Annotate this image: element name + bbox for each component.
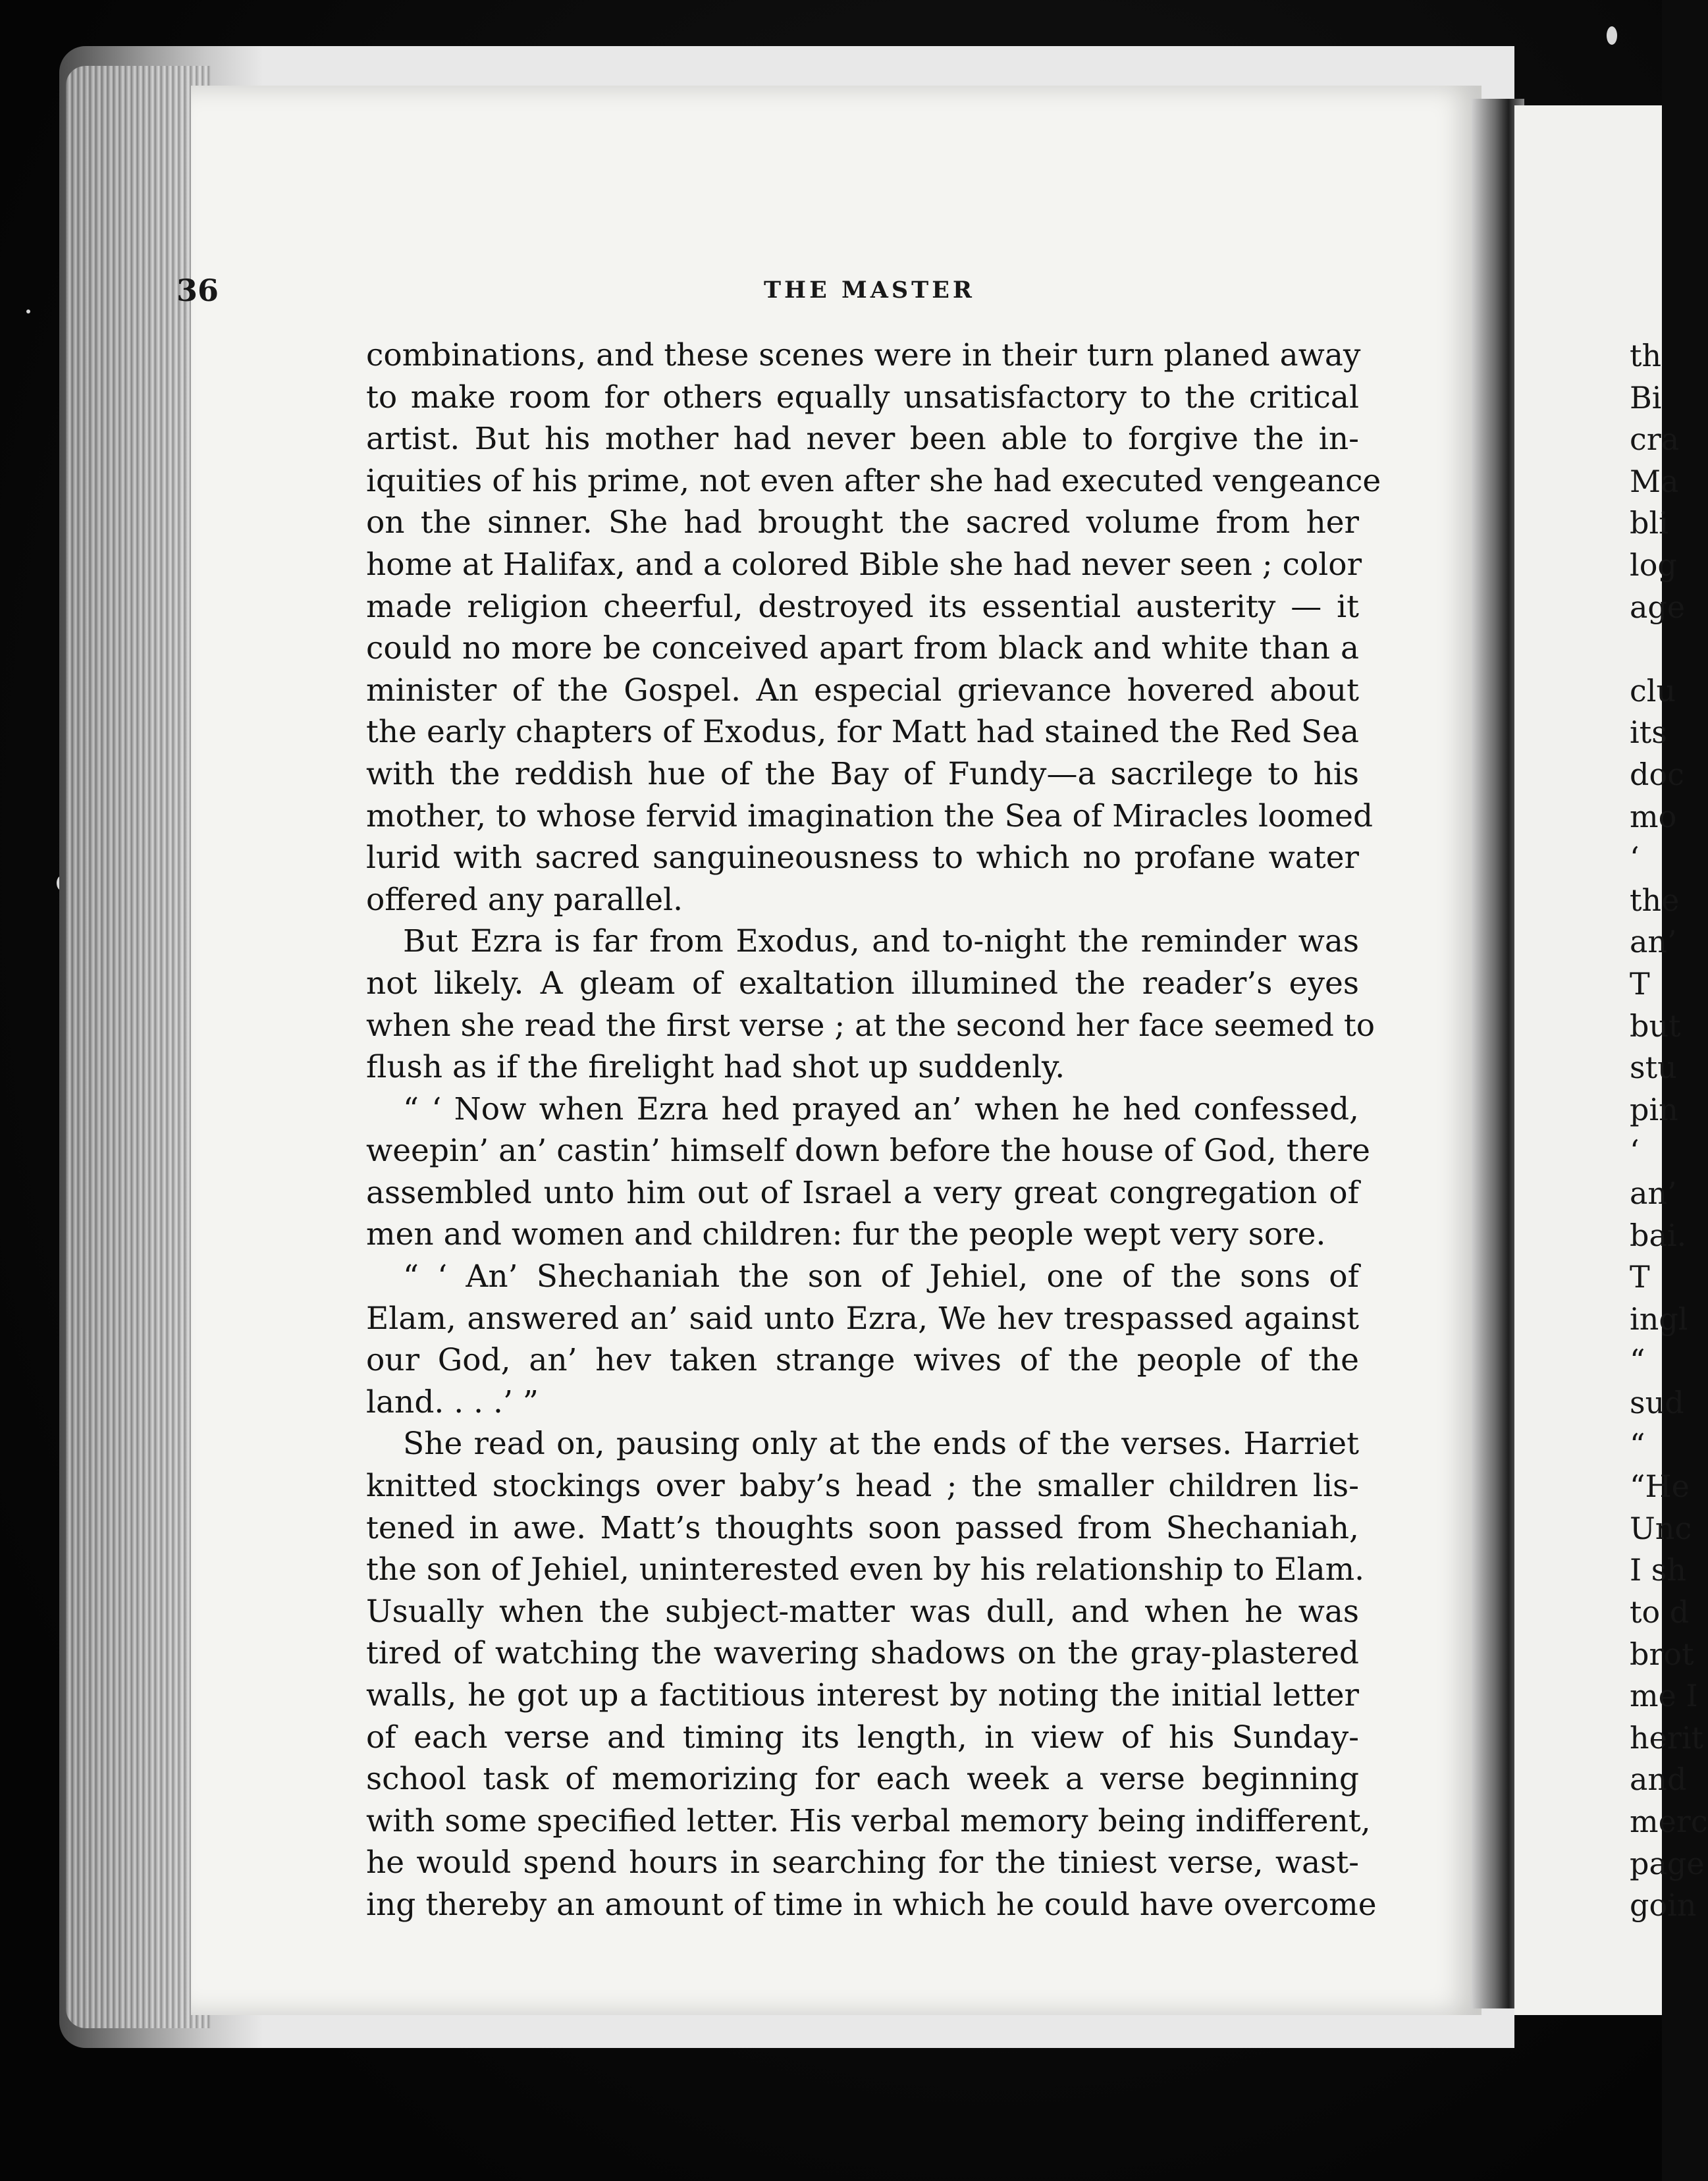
- text-line: home at Halifax, and a colored Bible she had never seen ; color: [366, 546, 1362, 583]
- facing-page-fragment: “: [1630, 1343, 1645, 1379]
- text-line: lurid with sacred sanguineousness to which no profane water: [366, 840, 1359, 876]
- text-line: Elam, answered an’ said unto Ezra, We hev trespassed against: [366, 1300, 1359, 1337]
- facing-page-fragment: herit: [1630, 1719, 1704, 1756]
- text-line: combinations, and these scenes were in their turn planed away: [366, 337, 1361, 373]
- text-line: Usually when the subject-matter was dull, and when he was: [366, 1593, 1359, 1630]
- facing-page-fragment: pin: [1630, 1091, 1678, 1127]
- facing-page-fragment: brot: [1630, 1636, 1694, 1672]
- dust-speck: [1607, 26, 1617, 45]
- facing-page-fragment: “He: [1630, 1468, 1690, 1505]
- facing-page-fragment: mo: [1630, 798, 1677, 834]
- text-line: “ ‘ An’ Shechaniah the son of Jehiel, one of the sons of: [403, 1258, 1359, 1295]
- text-line: But Ezra is far from Exodus, and to-night the reminder was: [403, 923, 1359, 960]
- text-line: made religion cheerful, destroyed its essential austerity — it: [366, 588, 1359, 625]
- facing-page-fragment: T: [1630, 1259, 1650, 1295]
- text-line: artist. But his mother had never been able to forgive the in-: [366, 421, 1359, 458]
- facing-page-fragment: T: [1630, 966, 1650, 1002]
- facing-page-fragment: bai.: [1630, 1217, 1687, 1253]
- text-line: offered any parallel.: [366, 881, 683, 918]
- text-line: the son of Jehiel, uninterested even by his relationship to Elam.: [366, 1551, 1365, 1588]
- facing-page-fragment: sud: [1630, 1385, 1684, 1420]
- facing-page-fragment: ‘: [1630, 1133, 1640, 1170]
- text-line: of each verse and timing its length, in view of his Sunday-: [366, 1719, 1359, 1756]
- text-line: weepin’ an’ castin’ himself down before the house of God, there: [366, 1133, 1370, 1170]
- text-line: on the sinner. She had brought the sacred volume from her: [366, 504, 1359, 541]
- text-line: the early chapters of Exodus, for Matt had stained the Red Sea: [366, 714, 1359, 751]
- text-line: not likely. A gleam of exaltation illumined the reader’s eyes: [366, 965, 1359, 1002]
- facing-page-fragment: doc: [1630, 757, 1684, 792]
- facing-page-fragment: the: [1630, 882, 1680, 918]
- facing-page-fragment: cra: [1630, 421, 1680, 458]
- facing-page-fragment: Unc: [1630, 1510, 1692, 1546]
- text-line: to make room for others equally unsatisfactory to the critical: [366, 379, 1359, 416]
- facing-page-fragment: th: [1630, 338, 1662, 373]
- facing-page-fragment: its: [1630, 714, 1667, 751]
- facing-page-fragment: Bi: [1630, 379, 1662, 416]
- facing-page-fragment: an’: [1630, 1175, 1677, 1211]
- facing-page-fragment: I sh: [1630, 1552, 1687, 1588]
- facing-page-fragment: clu: [1630, 672, 1676, 709]
- facing-page-fragment: stu: [1630, 1050, 1677, 1086]
- body-text: [366, 335, 1381, 1926]
- facing-page-fragment: an’: [1630, 924, 1677, 960]
- text-line: men and women and children: fur the people wept very sore.: [366, 1216, 1326, 1253]
- facing-page-fragment: me I: [1630, 1678, 1698, 1714]
- facing-page-fragment: merc: [1630, 1804, 1708, 1839]
- facing-page-fragment: ingl: [1630, 1301, 1688, 1337]
- text-line: mother, to whose fervid imagination the Sea of Miracles loomed: [366, 797, 1374, 834]
- facing-page-fragment: bli: [1630, 505, 1668, 541]
- text-line: with the reddish hue of the Bay of Fundy—a sacrilege to his: [366, 755, 1359, 792]
- facing-page-fragment: Ma: [1630, 463, 1679, 499]
- text-line: when she read the first verse ; at the second her face seemed to: [366, 1007, 1375, 1044]
- text-line: with some specified letter. His verbal memory being indifferent,: [366, 1802, 1371, 1839]
- facing-page-fragment: to d: [1630, 1594, 1690, 1630]
- facing-page-fragment: goin: [1630, 1887, 1697, 1924]
- text-line: minister of the Gospel. An especial grievance hovered about: [366, 672, 1359, 709]
- facing-page-fragment: and: [1630, 1762, 1687, 1798]
- text-line: ing thereby an amount of time in which he could have overcome: [366, 1886, 1377, 1923]
- facing-page-fragment: ‘: [1630, 840, 1640, 876]
- facing-page-fragment: but: [1630, 1008, 1681, 1044]
- text-line: knitted stockings over baby’s head ; the smaller children lis-: [366, 1468, 1359, 1505]
- text-line: tired of watching the wavering shadows on the gray-plastered: [366, 1635, 1359, 1672]
- facing-page-fragment: log: [1630, 547, 1677, 583]
- facing-page-fragment: age: [1630, 589, 1686, 625]
- facing-page-fragment: page: [1630, 1845, 1705, 1881]
- running-head: THE MASTER: [764, 277, 975, 304]
- text-line: land. . . .’ ”: [366, 1384, 539, 1420]
- text-line: iquities of his prime, not even after she had executed vengeance: [366, 462, 1381, 499]
- right-page-fragment: [1514, 105, 1708, 2015]
- text-line: could no more be conceived apart from black and white than a: [366, 630, 1359, 667]
- text-line: tened in awe. Matt’s thoughts soon passed from Shechaniah,: [366, 1509, 1359, 1546]
- text-line: flush as if the firelight had shot up suddenly.: [366, 1049, 1065, 1086]
- text-line: “ ‘ Now when Ezra hed prayed an’ when he hed confessed,: [403, 1090, 1359, 1127]
- text-line: She read on, pausing only at the ends of the verses. Harriet: [403, 1426, 1359, 1463]
- page-number: 36: [176, 273, 219, 308]
- dust-speck: [26, 310, 30, 313]
- text-line: our God, an’ hev taken strange wives of the people of the: [366, 1342, 1359, 1379]
- text-line: he would spend hours in searching for the tiniest verse, wast-: [366, 1844, 1359, 1881]
- text-line: school task of memorizing for each week a verse beginning: [366, 1761, 1359, 1798]
- text-line: assembled unto him out of Israel a very great congregation of: [366, 1174, 1359, 1211]
- page-edges: [66, 66, 211, 2028]
- facing-page-fragment: “: [1630, 1426, 1645, 1463]
- text-line: walls, he got up a factitious interest by noting the initial letter: [366, 1677, 1359, 1713]
